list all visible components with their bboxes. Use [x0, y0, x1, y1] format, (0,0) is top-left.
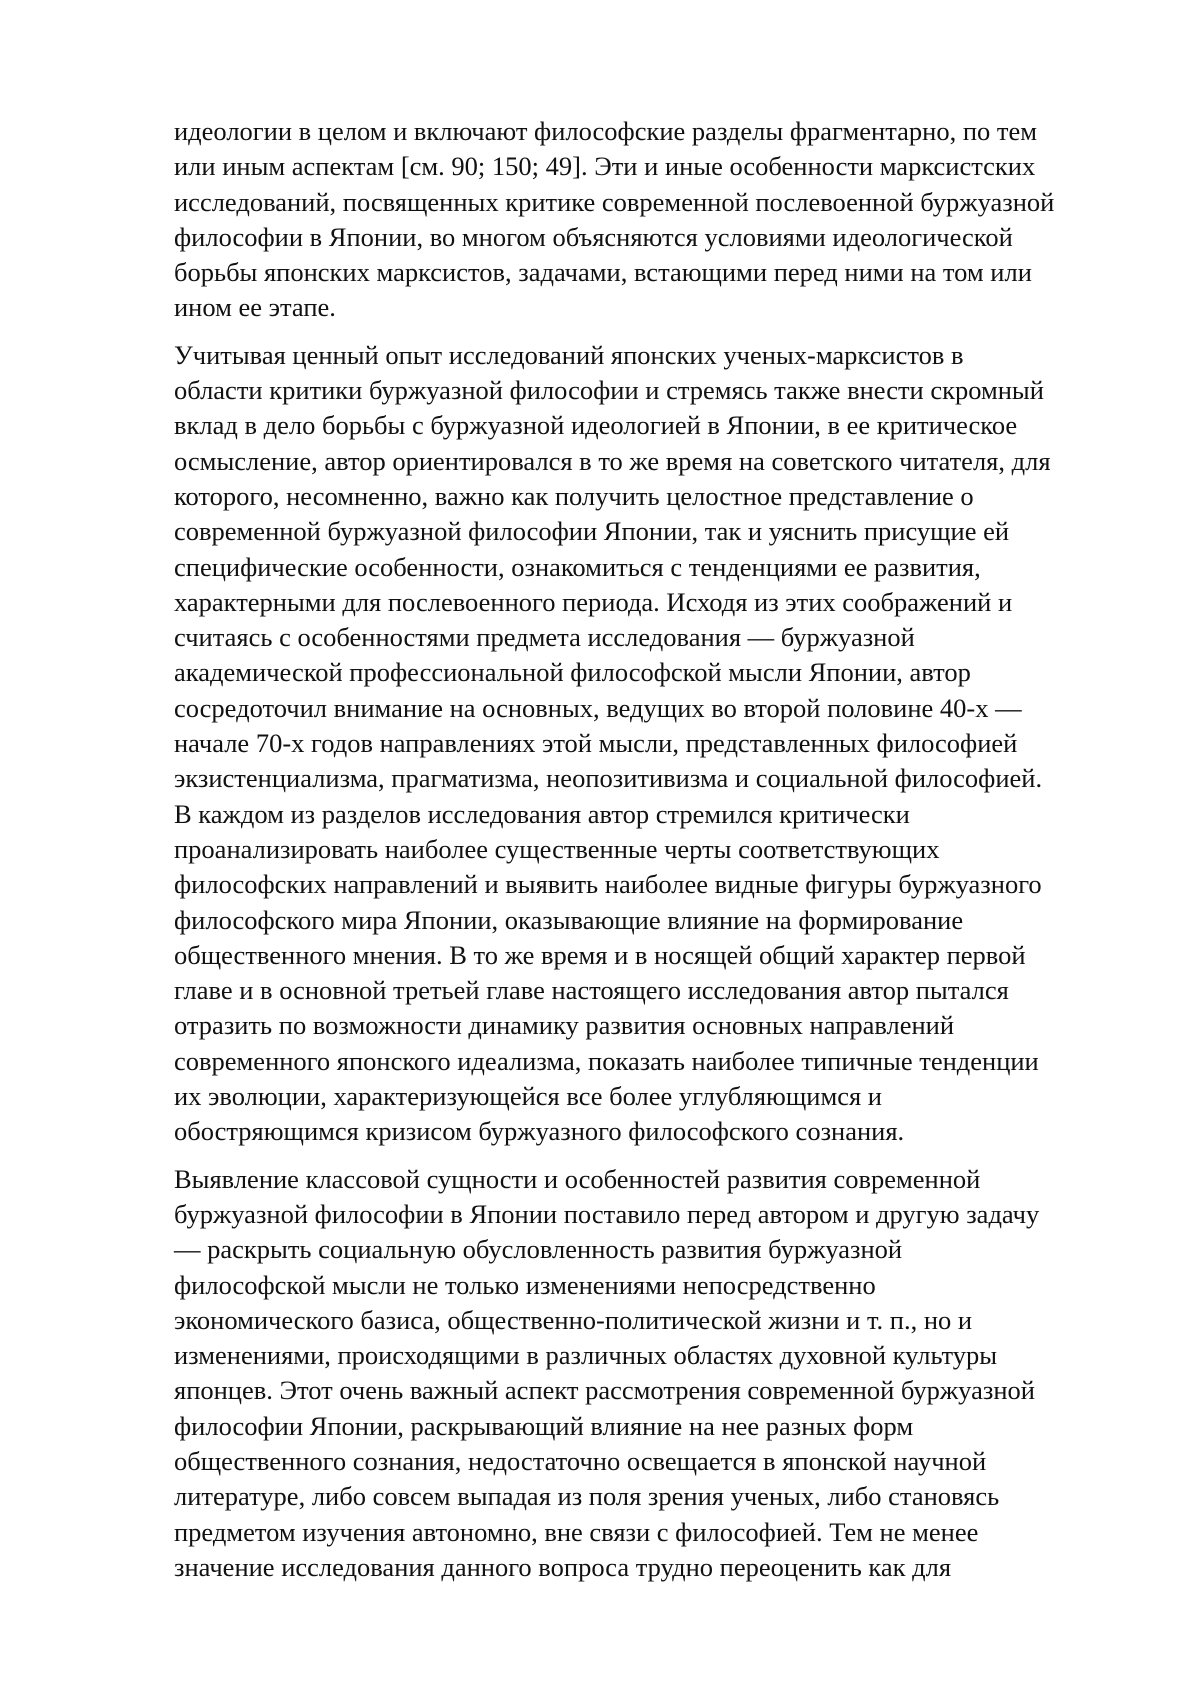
text-line: сосредоточил внимание на основных, ведущих во второй половине 40-х — [174, 692, 1022, 723]
text-line: характерными для послевоенного периода. Исходя из этих соображений и [174, 586, 1013, 617]
paragraph-1 [174, 114, 1134, 326]
text-line: экзистенциализма, прагматизма, неопозитивизма и социальной философией. [174, 763, 1043, 794]
text-line: буржуазной философии в Японии поставило перед автором и другую задачу [174, 1198, 1040, 1229]
text-line: главе и в основной третьей главе настоящего исследования автор пытался [174, 975, 1009, 1006]
body-text [174, 114, 1134, 1585]
text-line: или иным аспектам [см. 90; 150; 49]. Эти и иные особенности марксистских [174, 151, 1036, 182]
text-line: В каждом из разделов исследования автор стремился критически [174, 798, 910, 829]
text-line: ином ее этапе. [174, 292, 336, 323]
text-line: — раскрыть социальную обусловленность развития буржуазной [174, 1234, 903, 1265]
text-line: философского мира Японии, оказывающие влияние на формирование [174, 904, 964, 935]
text-line: философии в Японии, во многом объясняются условиями идеологической [174, 221, 1013, 252]
text-line: вклад в дело борьбы с буржуазной идеологией в Японии, в ее критическое [174, 410, 1018, 441]
text-line: общественного мнения. В то же время и в носящей общий характер первой [174, 939, 1026, 970]
text-line: изменениями, происходящими в различных областях духовной культуры [174, 1340, 998, 1371]
text-line: философии Японии, раскрывающий влияние на нее разных форм [174, 1410, 914, 1441]
text-line: идеологии в целом и включают философские разделы фрагментарно, по тем [174, 116, 1038, 146]
text-line: японцев. Этот очень важный аспект рассмотрения современной буржуазной [174, 1375, 1035, 1406]
text-line: проанализировать наиболее существенные черты соответствующих [174, 833, 940, 864]
text-line: области критики буржуазной философии и стремясь также внести скромный [174, 375, 1044, 406]
text-line: современной буржуазной философии Японии, так и уяснить присущие ей [174, 516, 1010, 547]
text-line: предметом изучения автономно, вне связи с философией. Тем не менее [174, 1516, 979, 1547]
text-line: борьбы японских марксистов, задачами, встающими перед ними на том или [174, 257, 1032, 288]
text-line: исследований, посвященных критике современной послевоенной буржуазной [174, 186, 1055, 217]
text-line: общественного сознания, недостаточно освещается в японской научной [174, 1445, 987, 1476]
text-line: значение исследования данного вопроса трудно переоценить как для [174, 1551, 952, 1582]
paragraph-2 [174, 338, 1134, 1150]
text-line: обостряющимся кризисом буржуазного философского сознания. [174, 1116, 905, 1147]
text-line: философских направлений и выявить наиболее видные фигуры буржуазного [174, 869, 1042, 900]
text-line: литературе, либо совсем выпадая из поля зрения ученых, либо становясь [174, 1481, 1000, 1512]
text-line: экономического базиса, общественно-политической жизни и т. п., но и [174, 1304, 973, 1335]
text-line: считаясь с особенностями предмета исследования — буржуазной [174, 622, 915, 653]
text-line: философской мысли не только изменениями непосредственно [174, 1269, 876, 1300]
text-line: современного японского идеализма, показать наиболее типичные тенденции [174, 1045, 1039, 1076]
text-line: отразить по возможности динамику развития основных направлений [174, 1010, 955, 1041]
text-line: специфические особенности, ознакомиться с тенденциями ее развития, [174, 551, 981, 582]
paragraph-3 [174, 1162, 1134, 1586]
text-line: Выявление классовой сущности и особенностей развития современной [174, 1163, 981, 1194]
text-line: их эволюции, характеризующейся все более углубляющимся и [174, 1081, 882, 1112]
text-line: которого, несомненно, важно как получить целостное представление о [174, 480, 974, 511]
text-line: Учитывая ценный опыт исследований японских ученых-марксистов в [174, 339, 964, 370]
text-line: академической профессиональной философской мысли Японии, автор [174, 657, 971, 688]
text-line: осмысление, автор ориентировался в то же время на советского читателя, для [174, 445, 1051, 476]
text-line: начале 70-х годов направлениях этой мысли, представленных философией [174, 728, 1018, 759]
